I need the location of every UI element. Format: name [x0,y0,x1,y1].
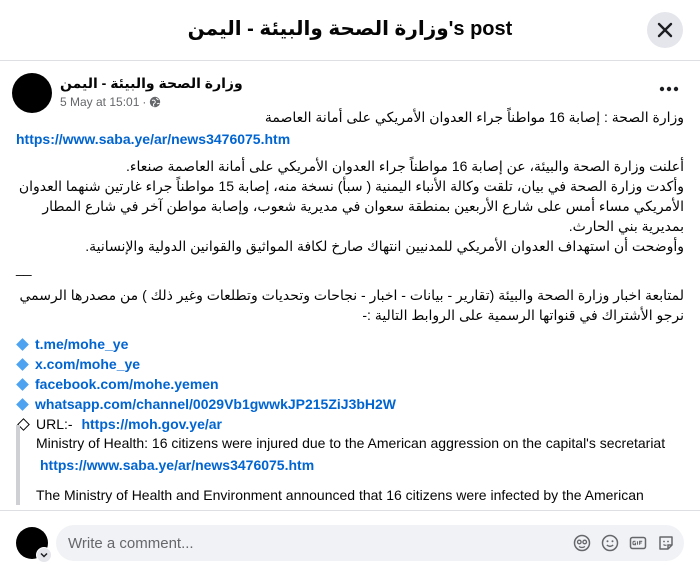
more-options-icon [659,86,679,92]
comment-input[interactable] [68,525,548,561]
channel-link-whatsapp[interactable]: whatsapp.com/channel/0029Vb1gwwkJP215ZiJ3bH2W [35,396,397,412]
avatar-sticker-icon [573,534,591,552]
emoji-icon [601,534,619,552]
post-date[interactable]: 5 May at 15:01 [60,95,140,109]
list-item [16,394,684,414]
separator: __ [16,260,32,276]
page-name[interactable]: وزارة الصحة والبيئة - اليمن [60,75,243,91]
translation-news-link[interactable]: https://www.saba.ye/ar/news3476075.htm [40,457,315,473]
sticker-button[interactable] [656,533,676,553]
chevron-down-icon [40,552,48,558]
list-item [16,354,684,374]
translation-paragraph: The Ministry of Health and Environment announced that 16 citizens were infected by the American [36,487,644,503]
post-paragraph: أعلنت وزارة الصحة والبيئة، عن إصابة 16 مواطناً جراء العدوان الأمريكي على أمانة العاصمة صنعاء. وأكدت وزارة الصحة في بيان، تلقت وكالة الأنباء اليمنية ( سبأ) نسخة منه، إصابة 15 مواطناً جراء غارتين شنهما العدوان الأمريكي مساء أمس على شارع الأربعين بمنطقة سعوان في مديرية شعوب، وإصابة مواطن آخر في شارع المطار بمديرية بني الحارث. وأوضحت أن استهداف العدوان الأمريكي للمدنيين انتهاك صارخ لكافة المواثيق والقوانين الدولية والإنسانية. [18,158,684,254]
post-headline: وزارة الصحة : إصابة 16 مواطناً جراء العدوان الأمريكي على أمانة العاصمة [264,109,684,125]
comment-footer [0,510,700,578]
profile-switch-badge[interactable] [36,547,52,563]
gif-icon [629,534,647,552]
website-link[interactable]: https://moh.gov.ye/ar [81,416,222,432]
gif-button[interactable] [628,533,648,553]
blue-diamond-icon [16,378,29,391]
list-item [16,374,684,394]
post-body [16,107,684,434]
sticker-icon [657,534,675,552]
follow-text: لمتابعة اخبار وزارة الصحة والبيئة (تقارير - بيانات - اخبار - نجاحات وتحديات وتطلعات وغير ذلك ) من مصدرها الرسمي نرجو الأشتراك في قنواتها الرسمية على الروابط التالية :- [19,287,684,323]
url-label: URL:- [36,416,77,432]
emoji-button[interactable] [600,533,620,553]
blue-diamond-icon [16,358,29,371]
modal-title: وزارة الصحة والبيئة - اليمن's post [187,18,513,40]
channel-link-telegram[interactable]: t.me/mohe_ye [35,336,129,352]
avatar-sticker-button[interactable] [572,533,592,553]
blue-diamond-icon [16,398,29,411]
list-item [16,334,684,354]
channel-link-facebook[interactable]: facebook.com/mohe.yemen [35,376,219,392]
modal-header [0,0,700,61]
news-link[interactable]: https://www.saba.ye/ar/news3476075.htm [16,131,291,147]
post-scroll-area[interactable] [0,61,700,510]
channel-link-x[interactable]: x.com/mohe_ye [35,356,141,372]
translation-headline: Ministry of Health: 16 citizens were injured due to the American aggression on the capital's secretariat [36,435,666,451]
comment-box[interactable] [56,525,684,561]
channel-list [16,334,684,434]
close-icon [657,22,673,38]
meta-dot: · [142,95,147,109]
close-button[interactable] [647,12,683,48]
more-options-button[interactable] [654,79,684,99]
translation-block [16,425,684,505]
blue-diamond-icon [16,338,29,351]
